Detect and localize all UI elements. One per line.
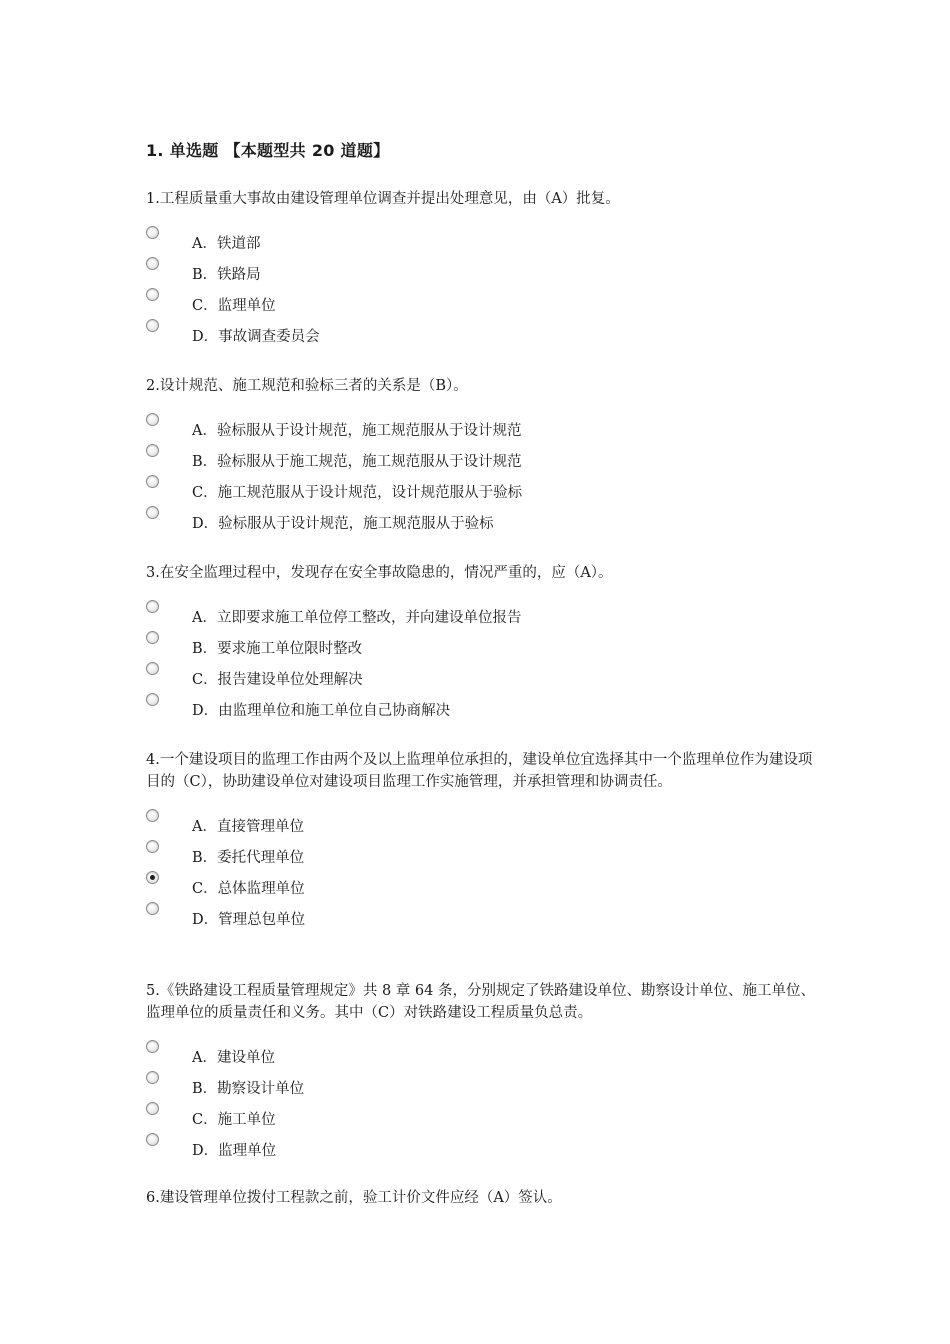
option-list	[146, 234, 816, 358]
option-label: D．验标服从于设计规范，施工规范服从于验标	[192, 516, 494, 532]
option-a[interactable]	[146, 1048, 816, 1079]
option-b[interactable]	[146, 639, 816, 670]
radio-button[interactable]	[146, 631, 159, 644]
section-title: 1. 单选题 【本题型共 20 道题】	[146, 141, 390, 160]
option-a[interactable]	[146, 234, 816, 265]
option-d[interactable]	[146, 514, 816, 545]
option-b[interactable]	[146, 452, 816, 483]
option-b[interactable]	[146, 265, 816, 296]
radio-button[interactable]	[146, 475, 159, 488]
option-label: C．监理单位	[192, 298, 276, 314]
radio-button[interactable]	[146, 902, 159, 915]
question-text: 4.一个建设项目的监理工作由两个及以上监理单位承担的，建设单位宜选择其中一个监理单位作为建设项目的（C），协助建设单位对建设项目监理工作实施管理，并承担管理和协调责任。	[146, 752, 813, 790]
option-c[interactable]	[146, 1110, 816, 1141]
radio-button[interactable]	[146, 444, 159, 457]
radio-button[interactable]	[146, 226, 159, 239]
option-c[interactable]	[146, 670, 816, 701]
radio-button[interactable]	[146, 1102, 159, 1115]
option-d[interactable]	[146, 701, 816, 732]
option-list	[146, 817, 816, 941]
question-1	[146, 188, 816, 358]
question-text: 2.设计规范、施工规范和验标三者的关系是（B）。	[146, 378, 468, 394]
option-label: B．验标服从于施工规范，施工规范服从于设计规范	[192, 454, 522, 470]
option-a[interactable]	[146, 421, 816, 452]
option-label: A．立即要求施工单位停工整改，并向建设单位报告	[192, 610, 522, 626]
radio-button[interactable]	[146, 1133, 159, 1146]
option-list	[146, 608, 816, 732]
radio-button[interactable]	[146, 1040, 159, 1053]
option-label: D．监理单位	[192, 1143, 277, 1159]
option-list	[146, 1048, 816, 1172]
radio-button[interactable]	[146, 319, 159, 332]
option-label: B．委托代理单位	[192, 850, 305, 866]
option-c[interactable]	[146, 483, 816, 514]
option-label: C．施工单位	[192, 1112, 276, 1128]
option-d[interactable]	[146, 910, 816, 941]
option-b[interactable]	[146, 1079, 816, 1110]
question-5	[146, 980, 816, 1172]
option-label: A．直接管理单位	[192, 819, 304, 835]
option-b[interactable]	[146, 848, 816, 879]
option-d[interactable]	[146, 327, 816, 358]
radio-button[interactable]	[146, 413, 159, 426]
option-label: A．建设单位	[192, 1050, 275, 1066]
option-c[interactable]	[146, 296, 816, 327]
option-label: C．报告建设单位处理解决	[192, 672, 363, 688]
option-label: D．管理总包单位	[192, 912, 306, 928]
option-c[interactable]	[146, 879, 816, 910]
radio-button[interactable]	[146, 840, 159, 853]
option-label: A．验标服从于设计规范，施工规范服从于设计规范	[192, 423, 522, 439]
option-list	[146, 421, 816, 545]
radio-button[interactable]	[146, 600, 159, 613]
option-label: B．要求施工单位限时整改	[192, 641, 363, 657]
question-4	[146, 749, 816, 941]
option-label: B．勘察设计单位	[192, 1081, 305, 1097]
option-label: C．施工规范服从于设计规范，设计规范服从于验标	[192, 485, 523, 501]
radio-button[interactable]	[146, 288, 159, 301]
option-label: D．由监理单位和施工单位自己协商解决	[192, 703, 451, 719]
radio-button[interactable]	[146, 662, 159, 675]
question-text: 1.工程质量重大事故由建设管理单位调查并提出处理意见，由（A）批复。	[146, 191, 620, 207]
radio-button[interactable]	[146, 1071, 159, 1084]
option-label: A．铁道部	[192, 236, 261, 252]
question-3	[146, 562, 816, 732]
radio-button[interactable]	[146, 871, 159, 884]
question-text: 5.《铁路建设工程质量管理规定》共 8 章 64 条，分别规定了铁路建设单位、勘察设计单位、施工单位、监理单位的质量责任和义务。其中（C）对铁路建设工程质量负总责。	[146, 983, 815, 1021]
radio-button[interactable]	[146, 506, 159, 519]
option-label: B．铁路局	[192, 267, 261, 283]
option-label: D．事故调查委员会	[192, 329, 320, 345]
question-text: 6.建设管理单位拨付工程款之前，验工计价文件应经（A）签认。	[146, 1190, 562, 1206]
radio-button[interactable]	[146, 809, 159, 822]
option-a[interactable]	[146, 817, 816, 848]
question-2	[146, 375, 816, 545]
option-label: C．总体监理单位	[192, 881, 305, 897]
question-text: 3.在安全监理过程中，发现存在安全事故隐患的，情况严重的，应（A）。	[146, 565, 613, 581]
radio-button[interactable]	[146, 693, 159, 706]
option-a[interactable]	[146, 608, 816, 639]
question-6	[146, 1187, 816, 1209]
radio-button[interactable]	[146, 257, 159, 270]
option-d[interactable]	[146, 1141, 816, 1172]
